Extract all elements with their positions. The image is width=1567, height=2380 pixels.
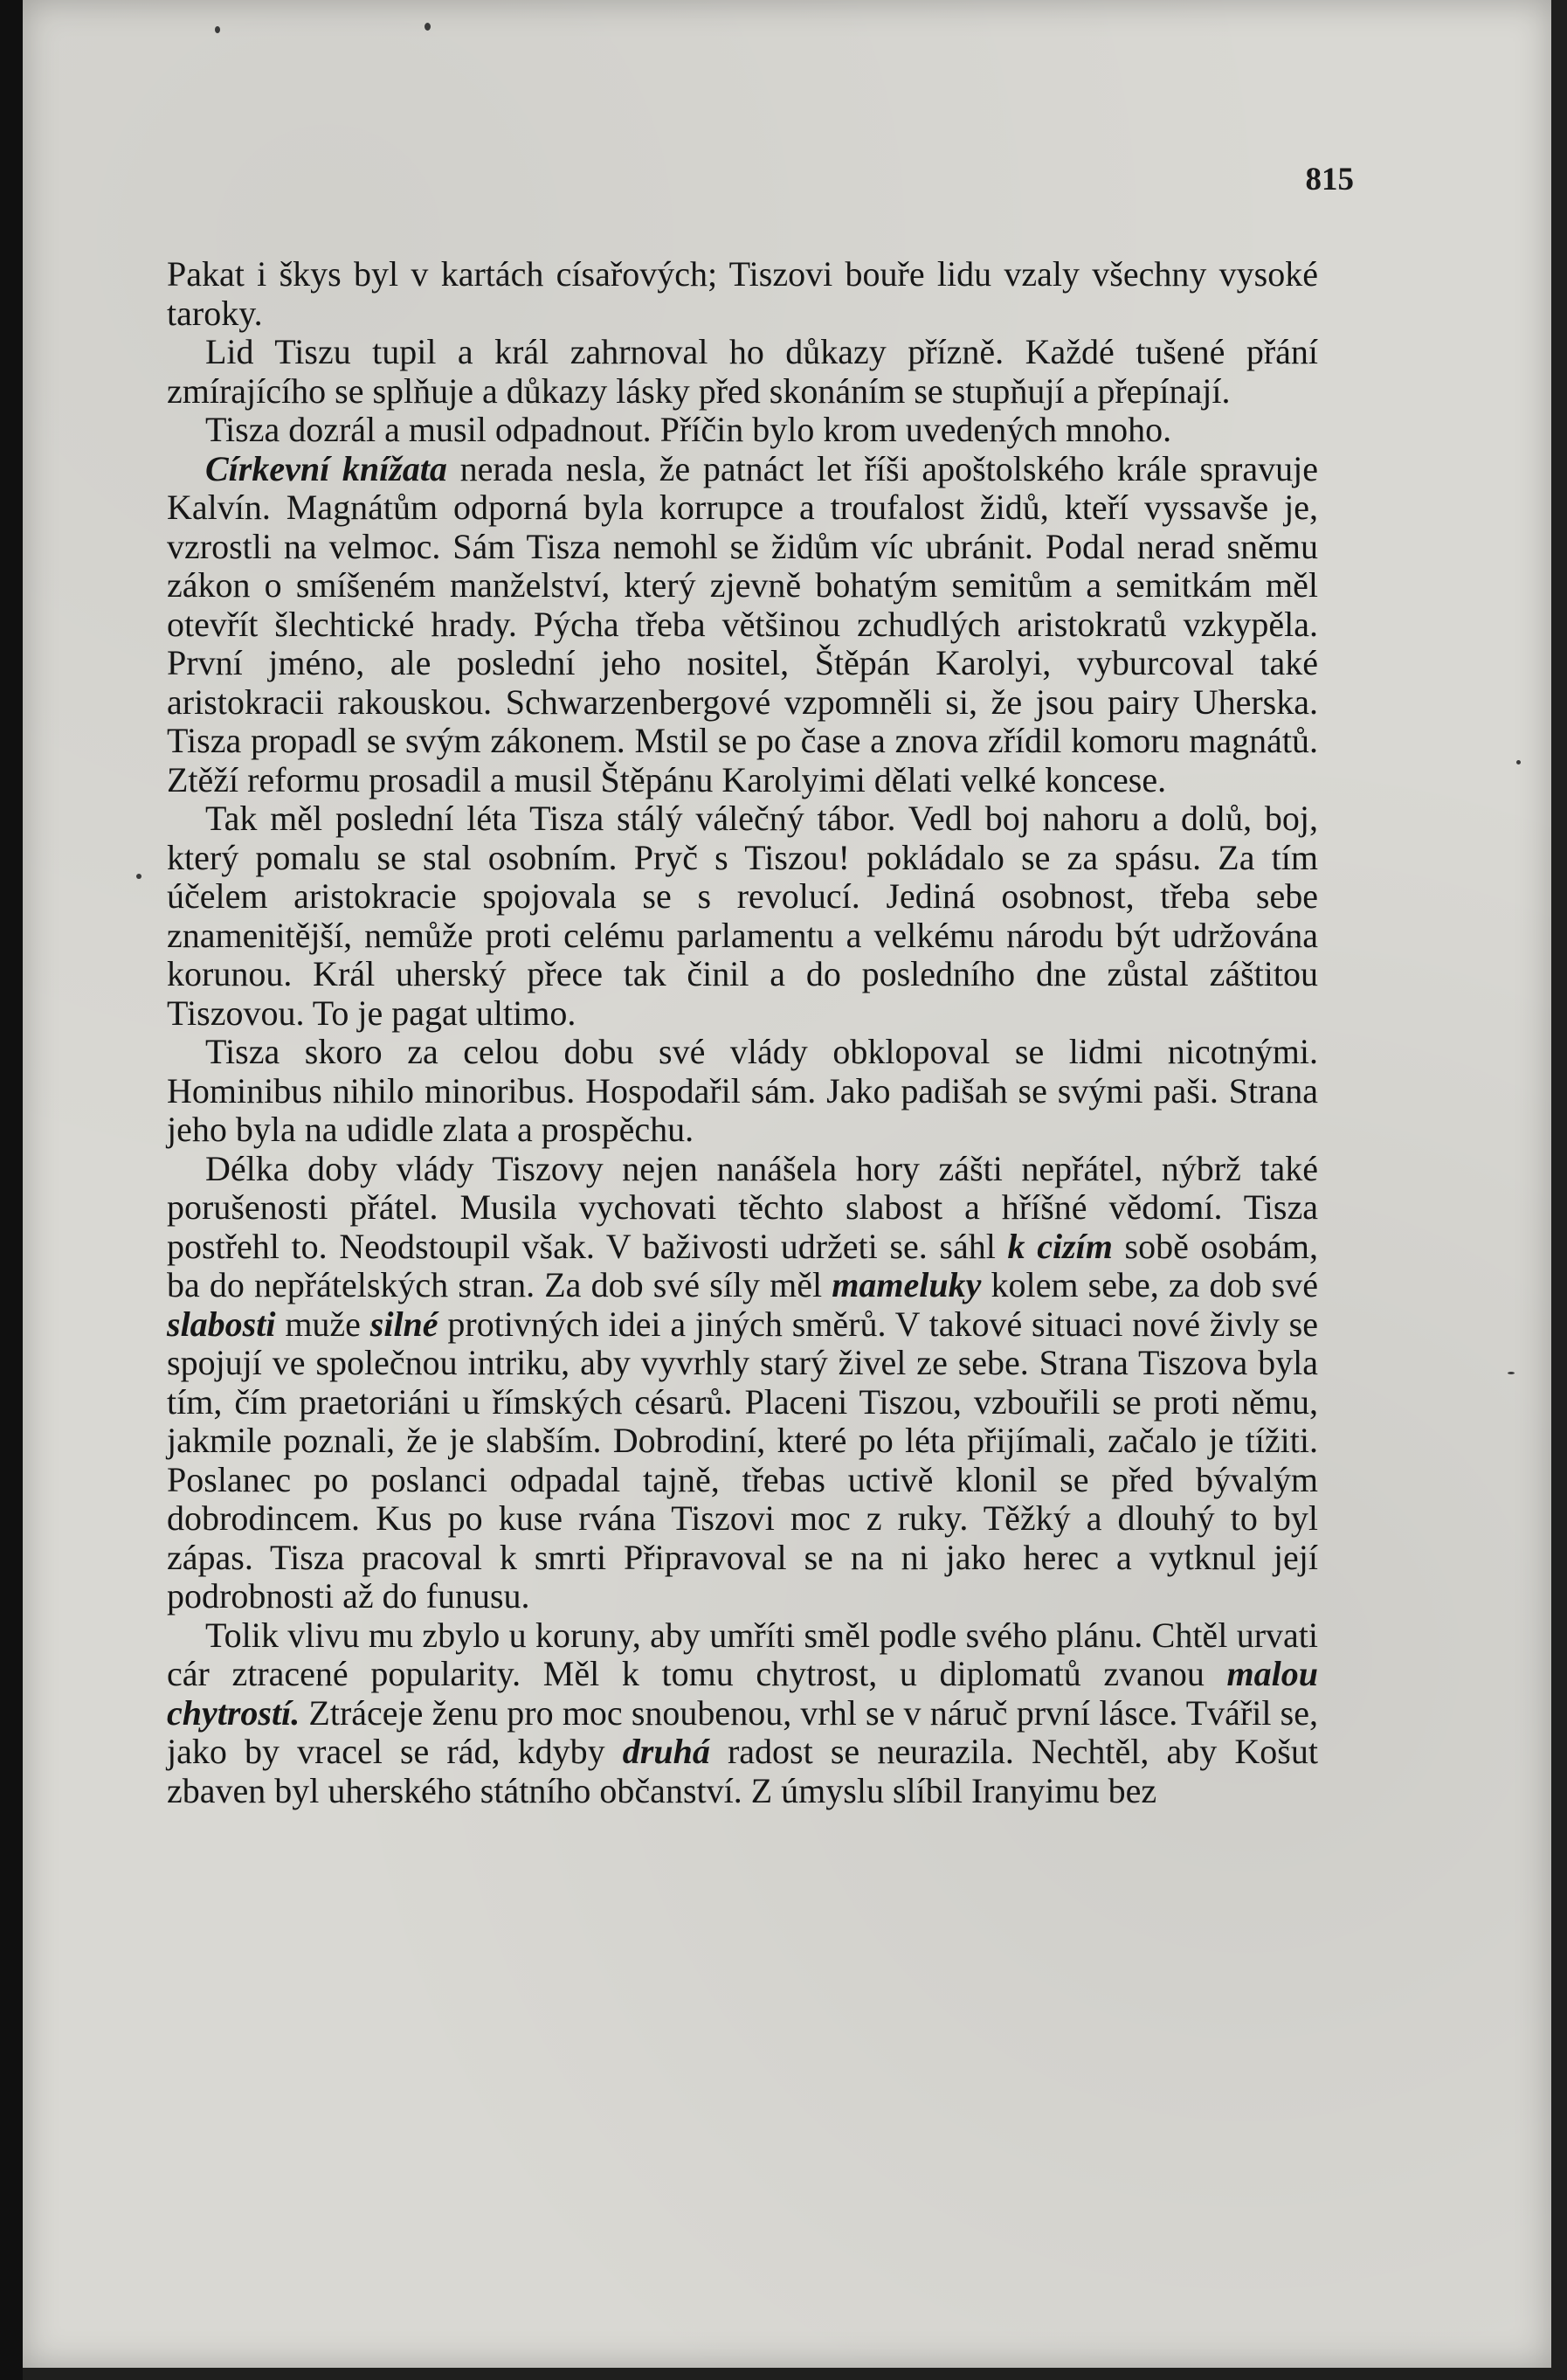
- text-run: Tak měl poslední léta Tisza stálý válečný tábor. Vedl boj nahoru a dolů, boj, který pomalu se stal osobním. Pryč s Tiszou! pokládalo se za spásu. Za tím účelem aristokracie spojovala se s revolucí. Jediná osobnost, třeba sebe znamenitější, nemůže proti celému parlamentu a velkému národu být udržována korunou. Král uherský přece tak činil a do posledního dne zůstal záštitou Tiszovou. To je pagat ultimo.: [167, 799, 1318, 1033]
- scan-speck: [1516, 760, 1521, 765]
- scan-speck: [1508, 1372, 1515, 1374]
- scan-speck: [215, 26, 220, 33]
- scan-speck: [425, 23, 431, 31]
- text-run: kolem sebe, za dob své: [981, 1265, 1318, 1304]
- text-run: Tisza dozrál a musil odpadnout. Příčin bylo krom uvedených mnoho.: [205, 410, 1172, 449]
- paragraph: [167, 1150, 1318, 1616]
- emphasized-text: Církevní knížata: [205, 448, 447, 488]
- paragraph: [167, 799, 1318, 1033]
- text-run: sobě osobám, ba do nepřátelských stran. Za dob své síly měl: [167, 1226, 1318, 1304]
- body-text: [167, 255, 1318, 1810]
- scan-left-border: [0, 0, 23, 2380]
- emphasized-text: slabosti: [167, 1304, 276, 1344]
- emphasized-text: malou chytrostí.: [167, 1654, 1318, 1733]
- paragraph: [167, 1033, 1318, 1150]
- page-number: 815: [1305, 162, 1354, 197]
- text-run: Délka doby vlády Tiszovy nejen nanášela hory zášti nepřátel, nýbrž také porušenosti přátel. Musila vychovati těchto slabost a hříšné vědomí. Tisza postřehl to. Neodstoupil však. V baživosti udržeti se. sáhl: [167, 1148, 1318, 1266]
- paragraph: [167, 255, 1318, 333]
- text-run: nerada nesla, že patnáct let říši apoštolského krále spravuje Kalvín. Magnátům odporná byla korrupce a troufalost židů, kteří vyssavše je, vzrostli na velmoc. Sám Tisza nemohl se židům víc ubránit. Podal nerad sněmu zákon o smíšeném manželství, který zjevně bohatým semitům a semitkám měl otevřít šlechtické hrady. Pýcha třeba většinou zchudlých aristokratů vzkypěla. První jméno, ale poslední jeho nositel, Štěpán Karolyi, vyburcoval také aristokracii rakouskou. Schwarzenbergové vzpomněli si, že jsou pairy Uherska. Tisza propadl se svým zákonem. Mstil se po čase a znova zřídil komoru magnátů. Ztěží reformu prosadil a musil Štěpánu Karolyimi dělati velké koncese.: [167, 448, 1318, 799]
- text-run: protivných idei a jiných směrů. V takové situaci nové živly se spojují ve společnou intriku, aby vyvrhly starý živel ze sebe. Strana Tiszova byla tím, čím praetoriáni u římských césarů. Placeni Tiszou, vzbouřili se proti němu, jakmile poznali, že je slabším. Dobrodiní, které po léta přijímali, začalo je tížiti. Poslanec po poslanci odpadal tajně, třebas uctivě klonil se před bývalým dobrodincem. Kus po kuse rvána Tiszovi moc z ruky. Těžký a dlouhý to byl zápas. Tisza pracoval k smrti Připravoval se na ni jako herec a vytknul její podrobnosti až do funusu.: [167, 1304, 1318, 1615]
- emphasized-text: mameluky: [832, 1265, 982, 1304]
- text-run: muže: [275, 1304, 370, 1344]
- emphasized-text: k cizím: [1007, 1226, 1113, 1266]
- text-run: Ztráceje ženu pro moc snoubenou, vrhl se v náruč první lásce. Tvářil se, jako by vracel se rád, kdyby: [167, 1692, 1318, 1771]
- text-run: Lid Tiszu tupil a král zahrnoval ho důkazy přízně. Každé tušené přání zmírajícího se splňuje a důkazy lásky před skonáním se stupňují a přepínají.: [167, 332, 1318, 411]
- scan-speck: [136, 874, 142, 879]
- book-page: [23, 0, 1551, 2368]
- emphasized-text: druhá: [622, 1732, 710, 1771]
- text-run: Tisza skoro za celou dobu své vlády obklopoval se lidmi nicotnými. Hominibus nihilo minoribus. Hospodařil sám. Jako padišah se svými paši. Strana jeho byla na udidle zlata a prospěchu.: [167, 1032, 1318, 1149]
- text-run: radost se neurazila. Nechtěl, aby Košut zbaven byl uherského státního občanství. Z úmyslu slíbil Iranyimu bez: [167, 1732, 1318, 1810]
- emphasized-text: silné: [369, 1304, 438, 1344]
- paragraph: [167, 333, 1318, 411]
- paragraph: [167, 450, 1318, 800]
- text-run: Tolik vlivu mu zbylo u koruny, aby umříti směl podle svého plánu. Chtěl urvati cár ztracené popularity. Měl k tomu chytrost, u diplomatů zvanou: [167, 1615, 1318, 1693]
- text-run: Pakat i škys byl v kartách císařových; Tiszovi bouře lidu vzaly všechny vysoké taroky.: [167, 254, 1318, 333]
- paragraph: [167, 1616, 1318, 1811]
- paragraph: [167, 411, 1318, 450]
